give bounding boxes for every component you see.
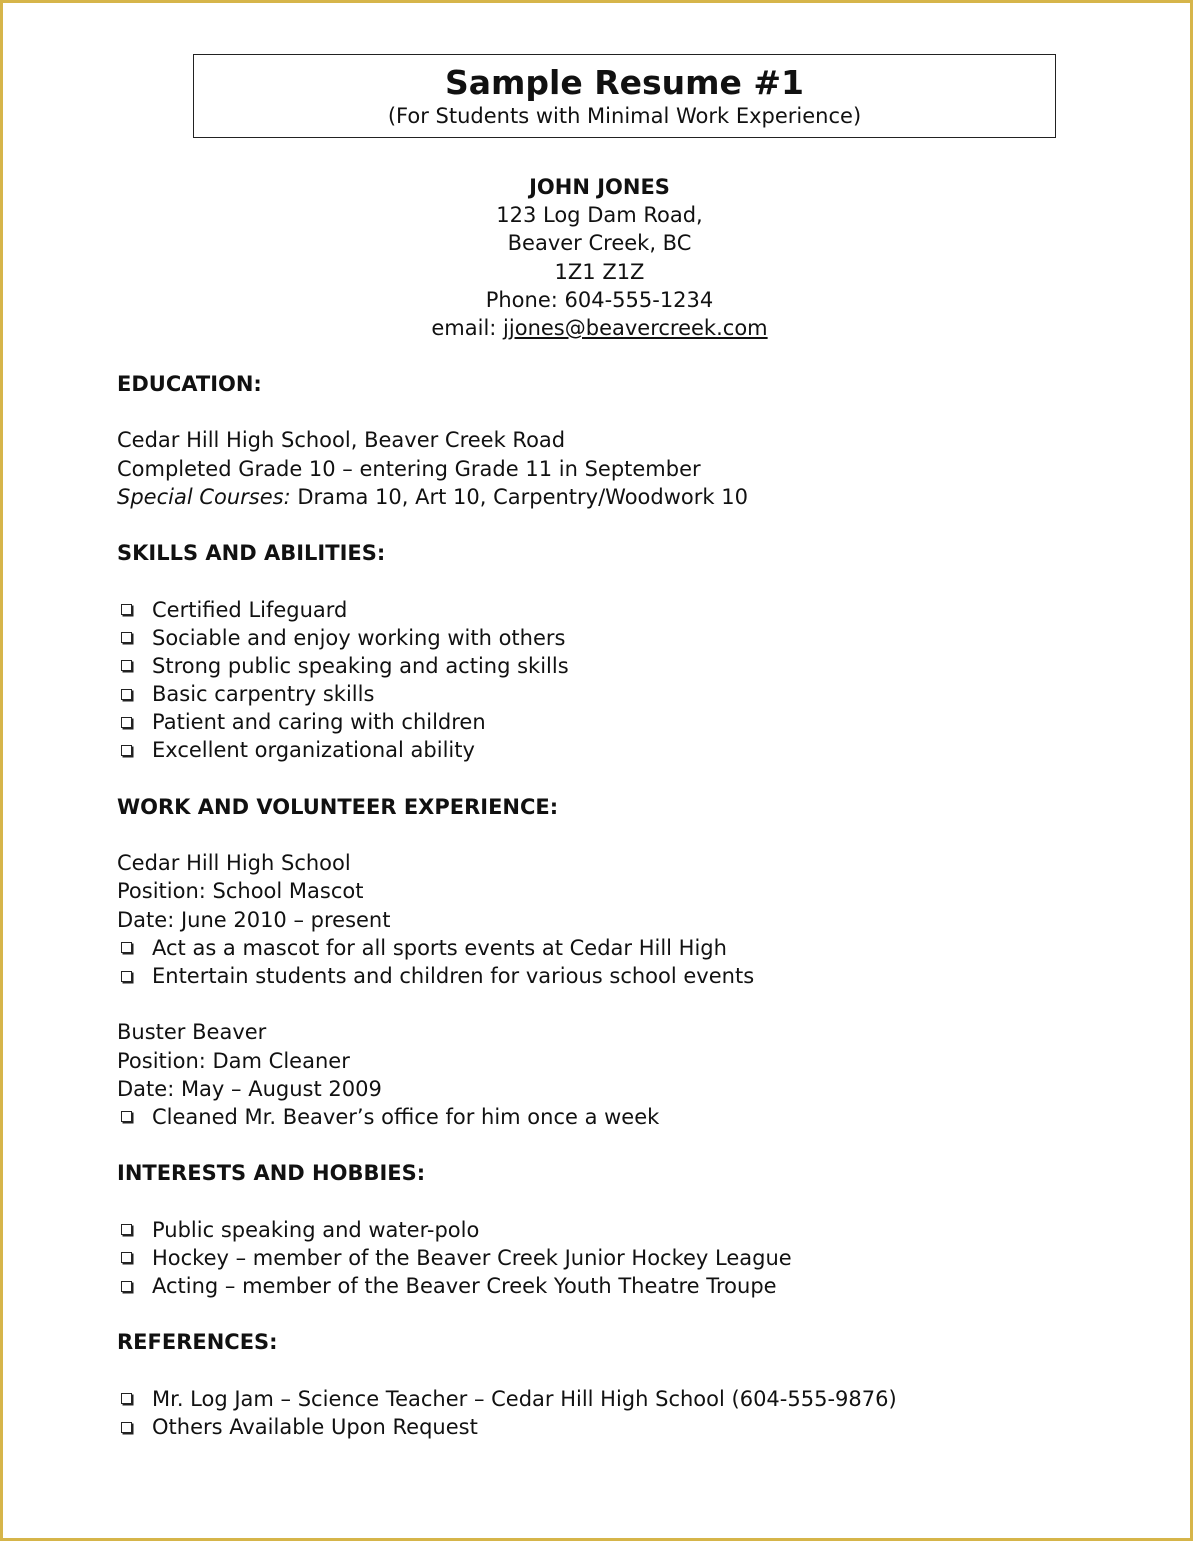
- checkbox-bullet-icon: [121, 632, 132, 643]
- checkbox-bullet-icon: [121, 1422, 132, 1433]
- job-employer: Buster Beaver: [117, 1020, 267, 1045]
- education-grade: Completed Grade 10 – entering Grade 11 in September: [117, 456, 701, 481]
- duty-text: Entertain students and children for various school events: [152, 963, 755, 988]
- checkbox-bullet-icon: [121, 1224, 132, 1235]
- resume-subtitle: (For Students with Minimal Work Experience): [387, 104, 862, 128]
- skill-text: Basic carpentry skills: [152, 682, 375, 707]
- education-school: Cedar Hill High School, Beaver Creek Road: [117, 428, 566, 453]
- email-link[interactable]: jjones@beavercreek.com: [503, 316, 768, 341]
- list-item: [117, 1103, 1117, 1131]
- checkbox-bullet-icon: [121, 942, 132, 953]
- resume-title: Sample Resume #1: [444, 63, 805, 102]
- list-item: [117, 652, 1117, 680]
- interest-text: Hockey – member of the Beaver Creek Junior Hockey League: [152, 1245, 792, 1270]
- list-item: [117, 1413, 1117, 1441]
- education-special-courses: [117, 483, 1117, 511]
- checkbox-bullet-icon: [121, 1393, 132, 1404]
- list-item: [117, 1272, 1117, 1300]
- checkbox-bullet-icon: [121, 660, 132, 671]
- list-item: [117, 1216, 1117, 1244]
- skill-text: Sociable and enjoy working with others: [152, 625, 566, 650]
- list-item: [117, 624, 1117, 652]
- checkbox-bullet-icon: [121, 689, 132, 700]
- address-line-2: Beaver Creek, BC: [507, 231, 692, 256]
- list-item: [117, 708, 1117, 736]
- postal-code: 1Z1 Z1Z: [554, 259, 645, 284]
- skill-text: Strong public speaking and acting skills: [152, 653, 569, 678]
- job-employer: Cedar Hill High School: [117, 851, 351, 876]
- job-date: Date: June 2010 – present: [117, 907, 391, 932]
- experience-heading: WORK AND VOLUNTEER EXPERIENCE:: [117, 794, 559, 819]
- checkbox-bullet-icon: [121, 717, 132, 728]
- job-date: Date: May – August 2009: [117, 1076, 382, 1101]
- references-heading: REFERENCES:: [117, 1330, 278, 1355]
- checkbox-bullet-icon: [121, 745, 132, 756]
- list-item: [117, 962, 1117, 990]
- email-line: [3, 314, 1193, 342]
- special-courses-label: Special Courses:: [117, 484, 291, 509]
- skill-text: Excellent organizational ability: [152, 738, 475, 763]
- checkbox-bullet-icon: [121, 971, 132, 982]
- duty-text: Cleaned Mr. Beaver’s office for him once a week: [152, 1104, 660, 1129]
- skills-heading: SKILLS AND ABILITIES:: [117, 541, 386, 566]
- skill-text: Certified Lifeguard: [152, 597, 348, 622]
- phone: Phone: 604-555-1234: [485, 287, 714, 312]
- job-position: Position: Dam Cleaner: [117, 1048, 350, 1073]
- title-box: [193, 54, 1056, 138]
- list-item: [117, 1385, 1117, 1413]
- reference-text: Mr. Log Jam – Science Teacher – Cedar Hill High School (604-555-9876): [152, 1386, 897, 1411]
- education-heading: EDUCATION:: [117, 372, 262, 396]
- duty-text: Act as a mascot for all sports events at Cedar Hill High: [152, 935, 727, 960]
- interest-text: Public speaking and water-polo: [152, 1217, 480, 1242]
- skill-text: Patient and caring with children: [152, 710, 486, 735]
- list-item: [117, 736, 1117, 764]
- list-item: [117, 1244, 1117, 1272]
- reference-text: Others Available Upon Request: [152, 1414, 478, 1439]
- checkbox-bullet-icon: [121, 1281, 132, 1292]
- special-courses-list: Drama 10, Art 10, Carpentry/Woodwork 10: [290, 484, 748, 509]
- list-item: [117, 680, 1117, 708]
- checkbox-bullet-icon: [121, 1111, 132, 1122]
- email-label: email:: [431, 316, 504, 341]
- list-item: [117, 596, 1117, 624]
- checkbox-bullet-icon: [121, 604, 132, 615]
- interest-text: Acting – member of the Beaver Creek Youth Theatre Troupe: [152, 1274, 777, 1298]
- checkbox-bullet-icon: [121, 1252, 132, 1263]
- contact-block: [3, 173, 1193, 342]
- interests-heading: INTERESTS AND HOBBIES:: [117, 1161, 426, 1186]
- address-line-1: 123 Log Dam Road,: [496, 203, 703, 228]
- list-item: [117, 934, 1117, 962]
- job-position: Position: School Mascot: [117, 879, 364, 904]
- resume-body: [117, 370, 1117, 1441]
- applicant-name: JOHN JONES: [529, 175, 670, 199]
